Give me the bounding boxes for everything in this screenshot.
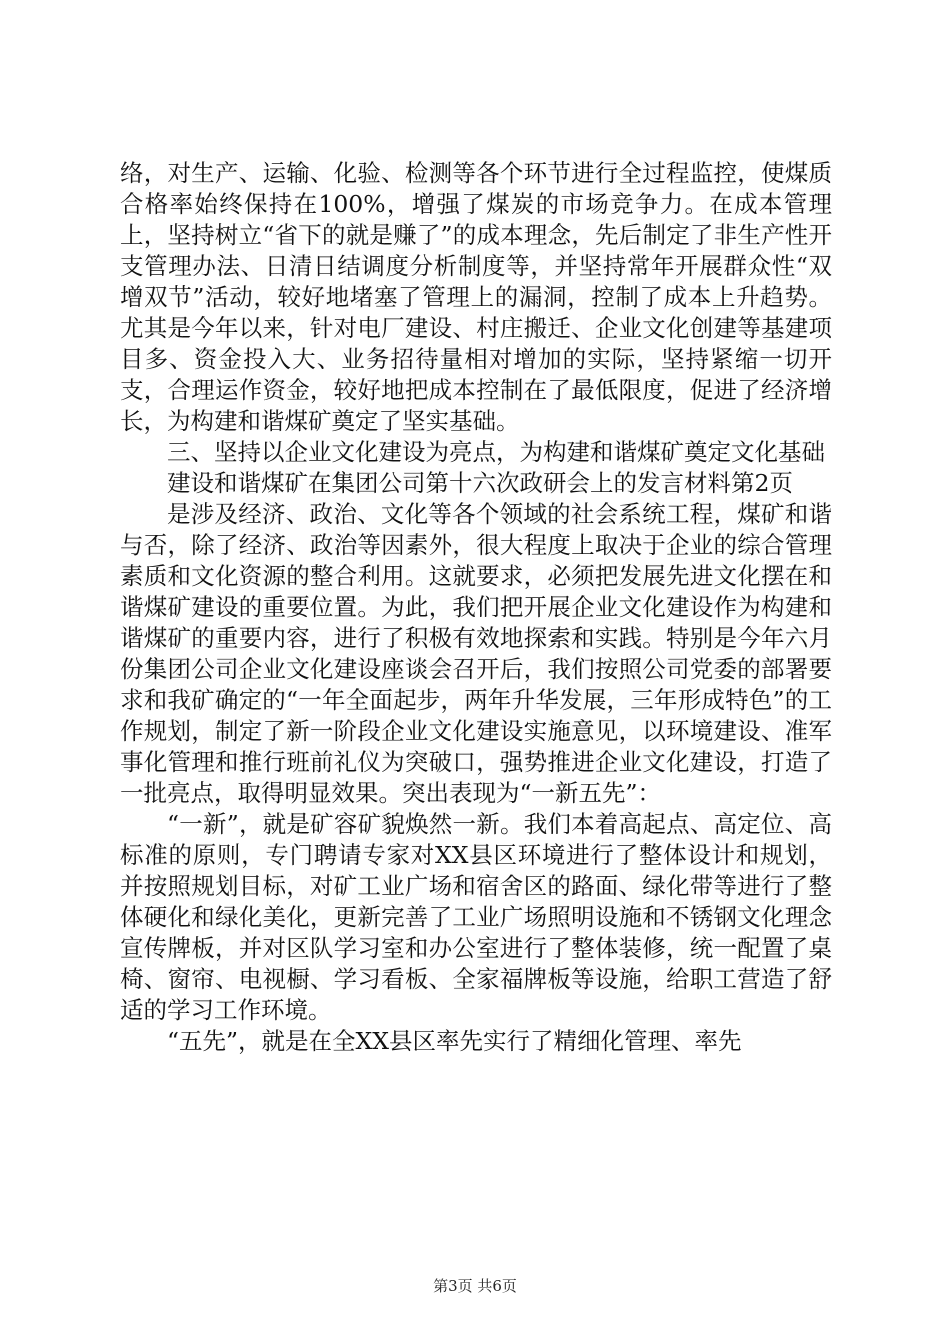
document-body <box>120 158 832 1057</box>
paragraph-1: 络，对生产、运输、化验、检测等各个环节进行全过程监控，使煤质合格率始终保持在100%，增强了煤炭的市场竞争力。在成本管理上，坚持树立“省下的就是赚了”的成本理念，先后制定了非生产性开支管理办法、日清日结调度分析制度等，并坚持常年开展群众性“双增双节”活动，较好地堵塞了管理上的漏洞，控制了成本上升趋势。尤其是今年以来，针对电厂建设、村庄搬迁、企业文化创建等基建项目多、资金投入大、业务招待量相对增加的实际，坚持紧缩一切开支，合理运作资金，较好地把成本控制在了最低限度，促进了经济增长，为构建和谐煤矿奠定了坚实基础。 <box>120 159 832 435</box>
paragraph-yixin: “一新”，就是矿容矿貌焕然一新。我们本着高起点、高定位、高标准的原则，专门聘请专家对XX县区环境进行了整体设计和规划，并按照规划目标，对矿工业广场和宿舍区的路面、绿化带等进行了整体硬化和绿化美化，更新完善了工业广场照明设施和不锈钢文化理念宣传牌板，并对区队学习室和办公室进行了整体装修，统一配置了桌椅、窗帘、电视橱、学习看板、全家福牌板等设施，给职工营造了舒适的学习工作环境。 <box>120 810 832 1024</box>
section-heading-3: 三、坚持以企业文化建设为亮点，为构建和谐煤矿奠定文化基础 <box>167 438 825 466</box>
paragraph-source-note: 建设和谐煤矿在集团公司第十六次政研会上的发言材料第2页 <box>167 469 793 497</box>
page-footer: 第3页 共6页 <box>433 1277 517 1295</box>
paragraph-wuxian: “五先”，就是在全XX县区率先实行了精细化管理、率先 <box>167 1027 742 1055</box>
paragraph-2: 是涉及经济、政治、文化等各个领域的社会系统工程，煤矿和谐与否，除了经济、政治等因素外，很大程度上取决于企业的综合管理素质和文化资源的整合利用。这就要求，必须把发展先进文化摆在和谐煤矿建设的重要位置。为此，我们把开展企业文化建设作为构建和谐煤矿的重要内容，进行了积极有效地探索和实践。特别是今年六月份集团公司企业文化建设座谈会召开后，我们按照公司党委的部署要求和我矿确定的“一年全面起步，两年升华发展，三年形成特色”的工作规划，制定了新一阶段企业文化建设实施意见，以环境建设、准军事化管理和推行班前礼仪为突破口，强势推进企业文化建设，打造了一批亮点，取得明显效果。突出表现为“一新五先”： <box>120 500 832 807</box>
